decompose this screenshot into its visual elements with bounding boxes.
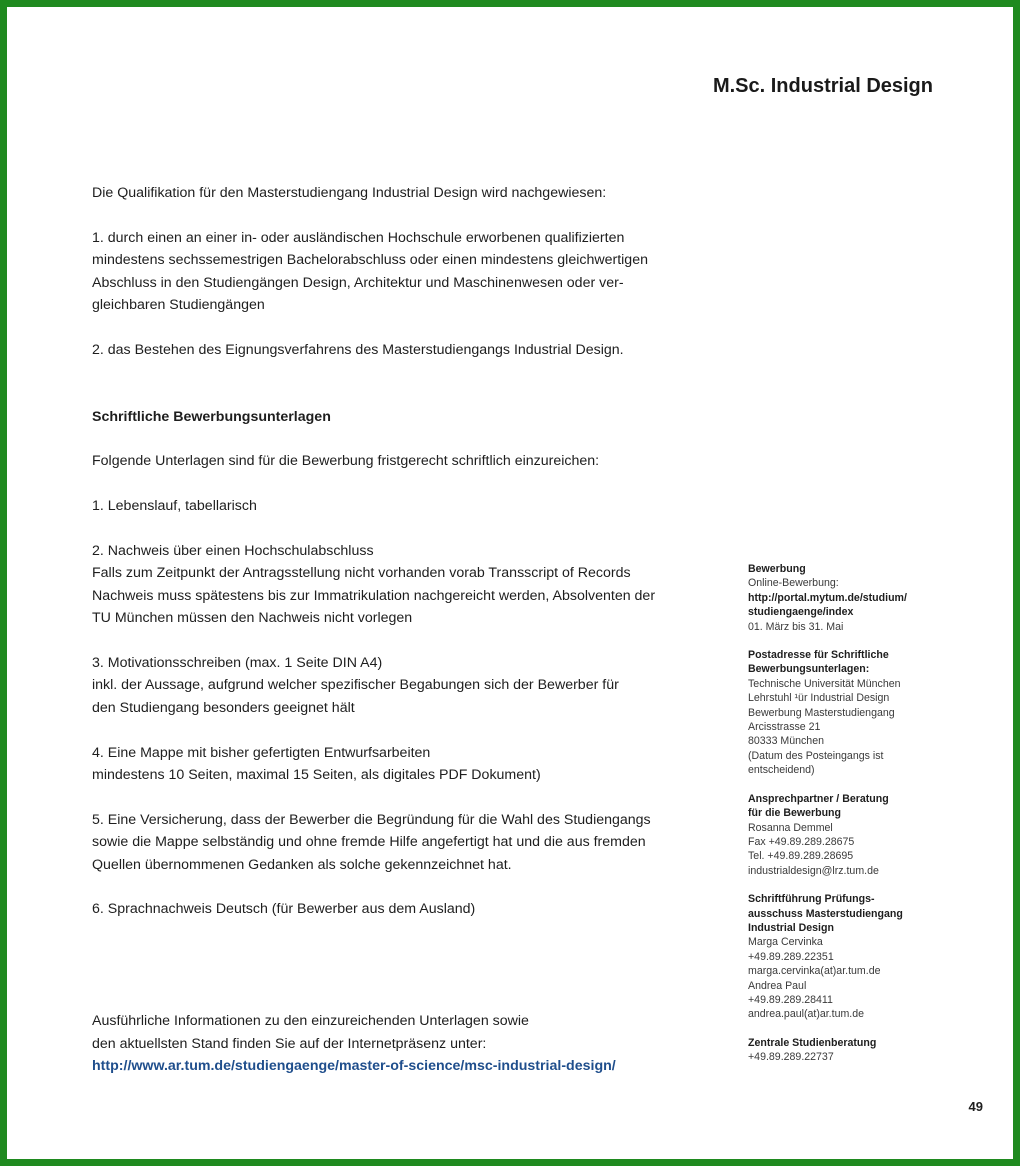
- document-item-1: 1. Lebenslauf, tabellarisch: [92, 498, 257, 515]
- sidebar-postadresse: Postadresse für Schriftliche Bewerbungsunterlagen: Technische Universität München Lehrstuhl ¹ür Industrial Design Bewerbung Masterstudiengang Arcisstrasse 21 80333 München (Datum des Posteingangs ist entscheidend): [748, 649, 901, 777]
- document-item-3: 3. Motivationsschreiben (max. 1 Seite DIN A4) inkl. der Aussage, aufgrund welcher spezifischer Begabungen sich der Bewerber für den Studiengang besonders geeignet hält: [92, 655, 619, 716]
- sidebar-schriftfuehrung: Schriftführung Prüfungs- ausschuss Masterstudiengang Industrial Design Marga Cervinka +49.89.289.22351 marga.cervinka(at)ar.tum.de Andrea Paul +49.89.289.28411 andrea.paul(at)ar.tum.de: [748, 893, 903, 1021]
- qualification-item-2: 2. das Bestehen des Eignungsverfahrens des Masterstudiengangs Industrial Design.: [92, 341, 624, 358]
- page-number: 49: [968, 1099, 983, 1114]
- document-item-2: 2. Nachweis über einen Hochschulabschluss Falls zum Zeitpunkt der Antragsstellung nicht vorhanden vorab Transscript of Records Nachweis muss spätestens bis zur Immatrikulation nachgereicht werden, Absolventen der TU München müssen den Nachweis nicht vorlegen: [92, 543, 656, 627]
- section-heading: Schriftliche Bewerbungsunterlagen: [92, 408, 331, 425]
- portal-link[interactable]: http://portal.mytum.de/studium/: [748, 591, 907, 604]
- document-item-5: 5. Eine Versicherung, dass der Bewerber die Begründung für die Wahl des Studiengangs sowie die Mappe selbständig und ohne fremde Hilfe angefertigt hat und die aus fremden Quellen übernommenen Gedanken als solche gekennzeichnet hat.: [92, 811, 651, 873]
- contact-sidebar: [748, 562, 948, 1079]
- qualification-item-1: 1. durch einen an einer in- oder ausländischen Hochschule erworbenen qualifizierten mindestens sechssemestrigen Bachelorabschluss oder einen mindestens gleichwertigen Abschluss in den Studiengängen Design, Architektur und Maschinenwesen oder ver- gleichbaren Studiengängen: [92, 229, 648, 314]
- document-page: [7, 7, 1013, 1159]
- section-intro: Folgende Unterlagen sind für die Bewerbung fristgerecht schriftlich einzureichen:: [92, 453, 600, 470]
- intro-text: Die Qualifikation für den Masterstudiengang Industrial Design wird nachgewiesen:: [92, 185, 607, 201]
- document-item-4: 4. Eine Mappe mit bisher gefertigten Entwurfsarbeiten mindestens 10 Seiten, maximal 15 Seiten, als digitales PDF Dokument): [92, 744, 541, 784]
- page-title: M.Sc. Industrial Design: [712, 75, 933, 97]
- main-content: [92, 182, 732, 1078]
- footer-info: Ausführliche Informationen zu den einzureichenden Unterlagen sowie den aktuellsten Stand finden Sie auf der Internetpräsenz unter: http://www.ar.tum.de/studiengaenge/master-of-science/msc-industrial-design/: [92, 1013, 616, 1075]
- program-website-link[interactable]: http://www.ar.tum.de/studiengaenge/master-of-science/msc-industrial-design/: [92, 1058, 616, 1075]
- document-item-6: 6. Sprachnachweis Deutsch (für Bewerber aus dem Ausland): [92, 901, 476, 918]
- sidebar-bewerbung: Bewerbung Online-Bewerbung: http://portal.mytum.de/studium/ studiengaenge/index 01. März bis 31. Mai: [748, 562, 948, 634]
- sidebar-studienberatung: Zentrale Studienberatung +49.89.289.22737: [748, 1036, 877, 1064]
- sidebar-ansprechpartner: Ansprechpartner / Beratung für die Bewerbung Rosanna Demmel Fax +49.89.289.28675 Tel. +49.89.289.28695 industrialdesign@lrz.tum.de: [748, 792, 889, 877]
